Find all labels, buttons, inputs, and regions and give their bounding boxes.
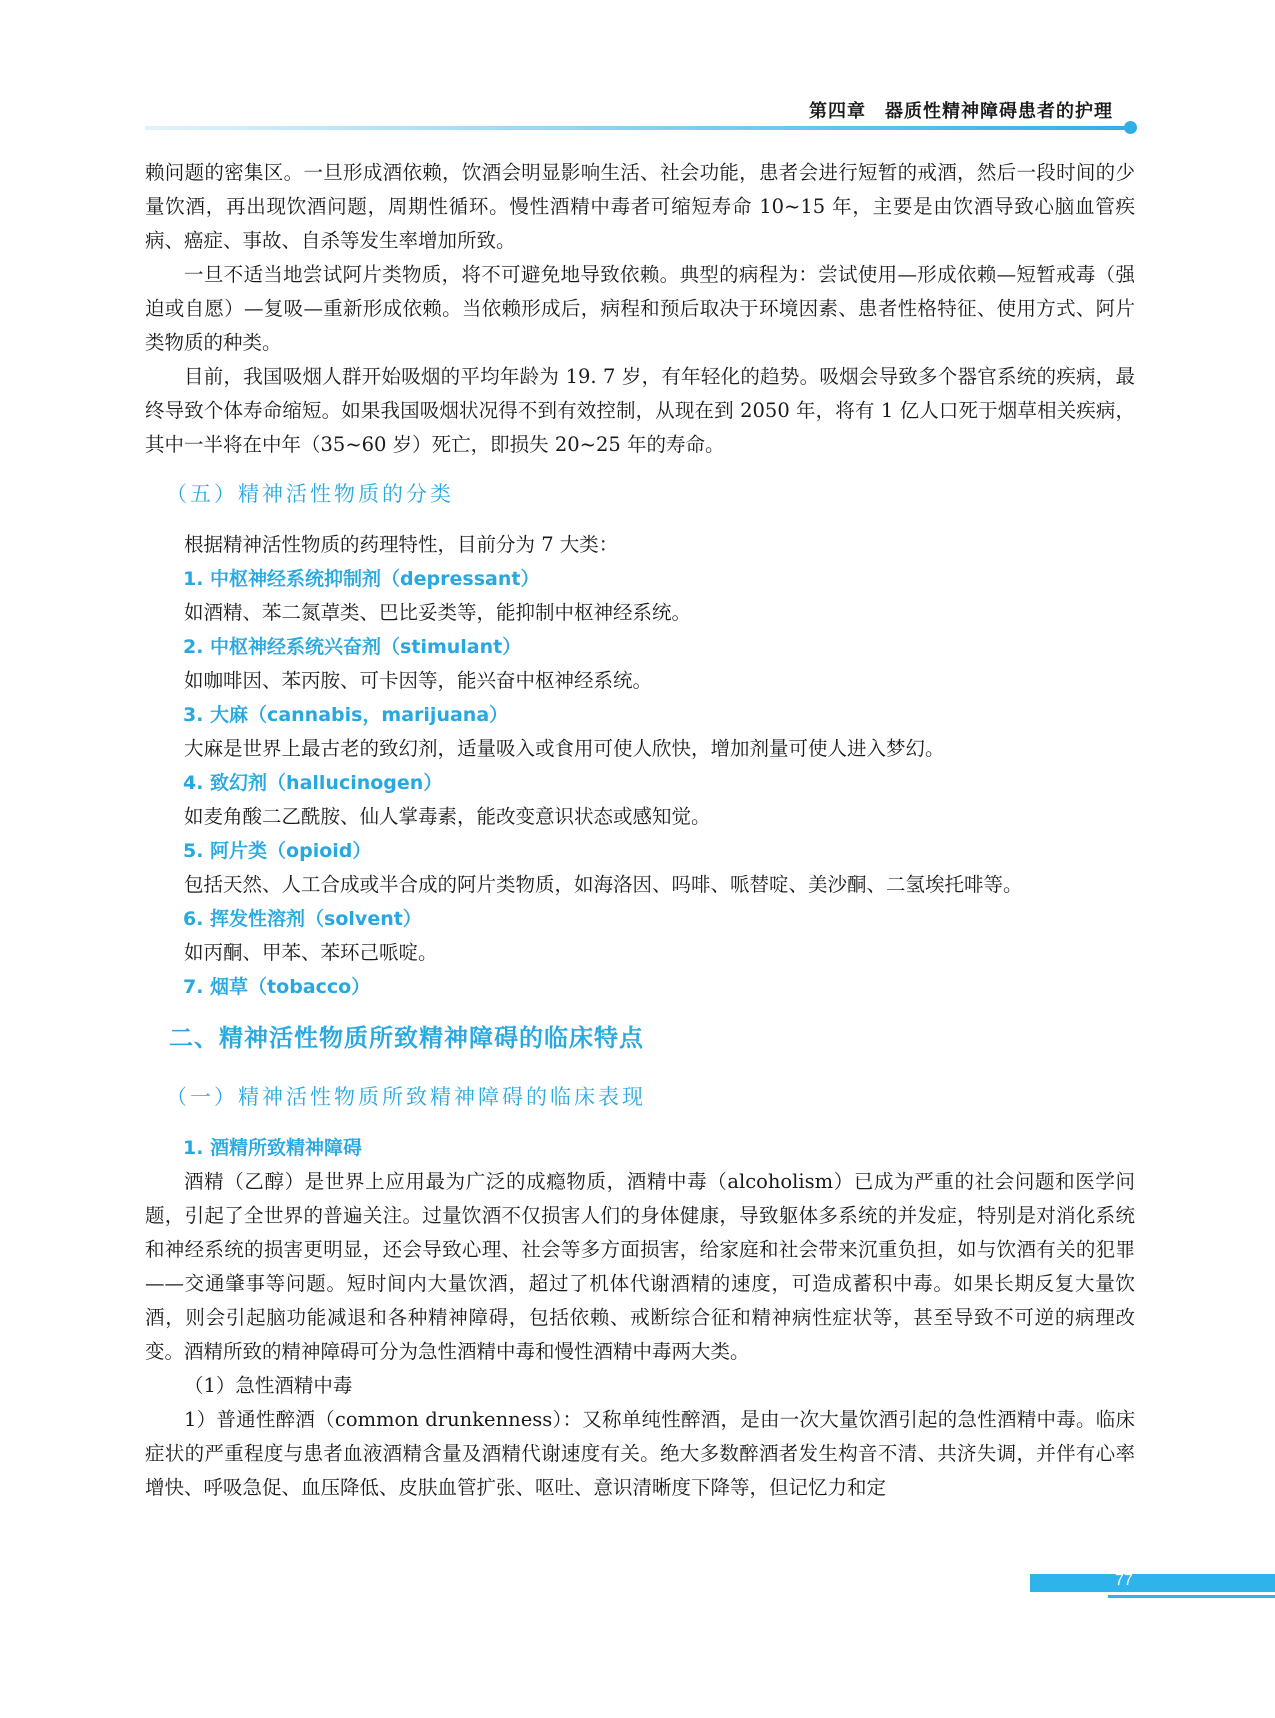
category-title: 4. 致幻剂（hallucinogen）: [183, 772, 443, 794]
category-title: 7. 烟草（tobacco）: [183, 976, 371, 998]
paragraph: 酒精（乙醇）是世界上应用最为广泛的成瘾物质，酒精中毒（alcoholism）已成为严重的社会问题和医学问题，引起了全世界的普遍关注。过量饮酒不仅损害人们的身体健康，导致躯体多系统的并发症，特别是对消化系统和神经系统的损害更明显，还会导致心理、社会等多方面损害，给家庭和社会带来沉重负担，如与饮酒有关的犯罪——交通肇事等问题。短时间内大量饮酒，超过了机体代谢酒精的速度，可造成蓄积中毒。如果长期反复大量饮酒，则会引起脑功能减退和各种精神障碍，包括依赖、戒断综合征和精神病性症状等，甚至导致不可逆的病理改变。酒精所致的精神障碍可分为急性酒精中毒和慢性酒精中毒两大类。: [145, 1170, 1135, 1363]
category-title: 3. 大麻（cannabis，marijuana）: [183, 704, 509, 726]
chapter-title: 第四章 器质性精神障碍患者的护理: [809, 101, 1113, 122]
page-content: [145, 156, 1135, 1505]
paragraph: 根据精神活性物质的药理特性，目前分为 7 大类：: [184, 533, 619, 556]
paragraph: 1）普通性醉酒（common drunkenness）：又称单纯性醉酒，是由一次大量饮酒引起的急性酒精中毒。临床症状的严重程度与患者血液酒精含量及酒精代谢速度有关。绝大多数醉酒者发生构音不清、共济失调，并伴有心率增快、呼吸急促、血压降低、皮肤血管扩张、呕吐、意识清晰度下降等，但记忆力和定: [145, 1408, 1135, 1499]
section-heading: 二、精神活性物质所致精神障碍的临床特点: [169, 1024, 644, 1052]
category-title: 6. 挥发性溶剂（solvent）: [183, 908, 422, 930]
category-title: 2. 中枢神经系统兴奋剂（stimulant）: [183, 636, 522, 658]
category-desc: 包括天然、人工合成或半合成的阿片类物质，如海洛因、吗啡、哌替啶、美沙酮、二氢埃托啡等。: [184, 873, 1023, 896]
category-title: 1. 中枢神经系统抑制剂（depressant）: [183, 568, 540, 590]
alcohol-heading: 1. 酒精所致精神障碍: [183, 1137, 363, 1159]
category-desc: 如酒精、苯二氮䓬类、巴比妥类等，能抑制中枢神经系统。: [184, 601, 692, 624]
category-desc: 如麦角酸二乙酰胺、仙人掌毒素，能改变意识状态或感知觉。: [184, 805, 711, 828]
subheading-clinical: （一）精神活性物质所致精神障碍的临床表现: [166, 1085, 646, 1109]
header-dot: [1124, 121, 1137, 134]
paragraph: 赖问题的密集区。一旦形成酒依赖，饮酒会明显影响生活、社会功能，患者会进行短暂的戒酒，然后一段时间的少量饮酒，再出现饮酒问题，周期性循环。慢性酒精中毒者可缩短寿命 10~15 年，主要是由饮酒导致心脑血管疾病、癌症、事故、自杀等发生率增加所致。: [145, 161, 1135, 252]
footer-bar: [1030, 1574, 1275, 1592]
paragraph: （1）急性酒精中毒: [184, 1374, 353, 1397]
header-rule: [145, 126, 1130, 130]
page-number: 77: [1115, 1572, 1133, 1589]
subheading-classification: （五）精神活性物质的分类: [166, 482, 454, 506]
paragraph: 目前，我国吸烟人群开始吸烟的平均年龄为 19. 7 岁，有年轻化的趋势。吸烟会导致多个器官系统的疾病，最终导致个体寿命缩短。如果我国吸烟状况得不到有效控制，从现在到 2050 年，将有 1 亿人口死于烟草相关疾病，其中一半将在中年（35~60 岁）死亡，即损失 20~25 年的寿命。: [145, 365, 1135, 456]
paragraph: 一旦不适当地尝试阿片类物质，将不可避免地导致依赖。典型的病程为：尝试使用—形成依赖—短暂戒毒（强迫或自愿）—复吸—重新形成依赖。当依赖形成后，病程和预后取决于环境因素、患者性格特征、使用方式、阿片类物质的种类。: [145, 263, 1135, 354]
category-desc: 大麻是世界上最古老的致幻剂，适量吸入或食用可使人欣快，增加剂量可使人进入梦幻。: [184, 737, 945, 760]
category-desc: 如咖啡因、苯丙胺、可卡因等，能兴奋中枢神经系统。: [184, 669, 653, 692]
category-desc: 如丙酮、甲苯、苯环己哌啶。: [184, 941, 438, 964]
footer-rule: [1108, 1595, 1275, 1598]
category-title: 5. 阿片类（opioid）: [183, 840, 372, 862]
